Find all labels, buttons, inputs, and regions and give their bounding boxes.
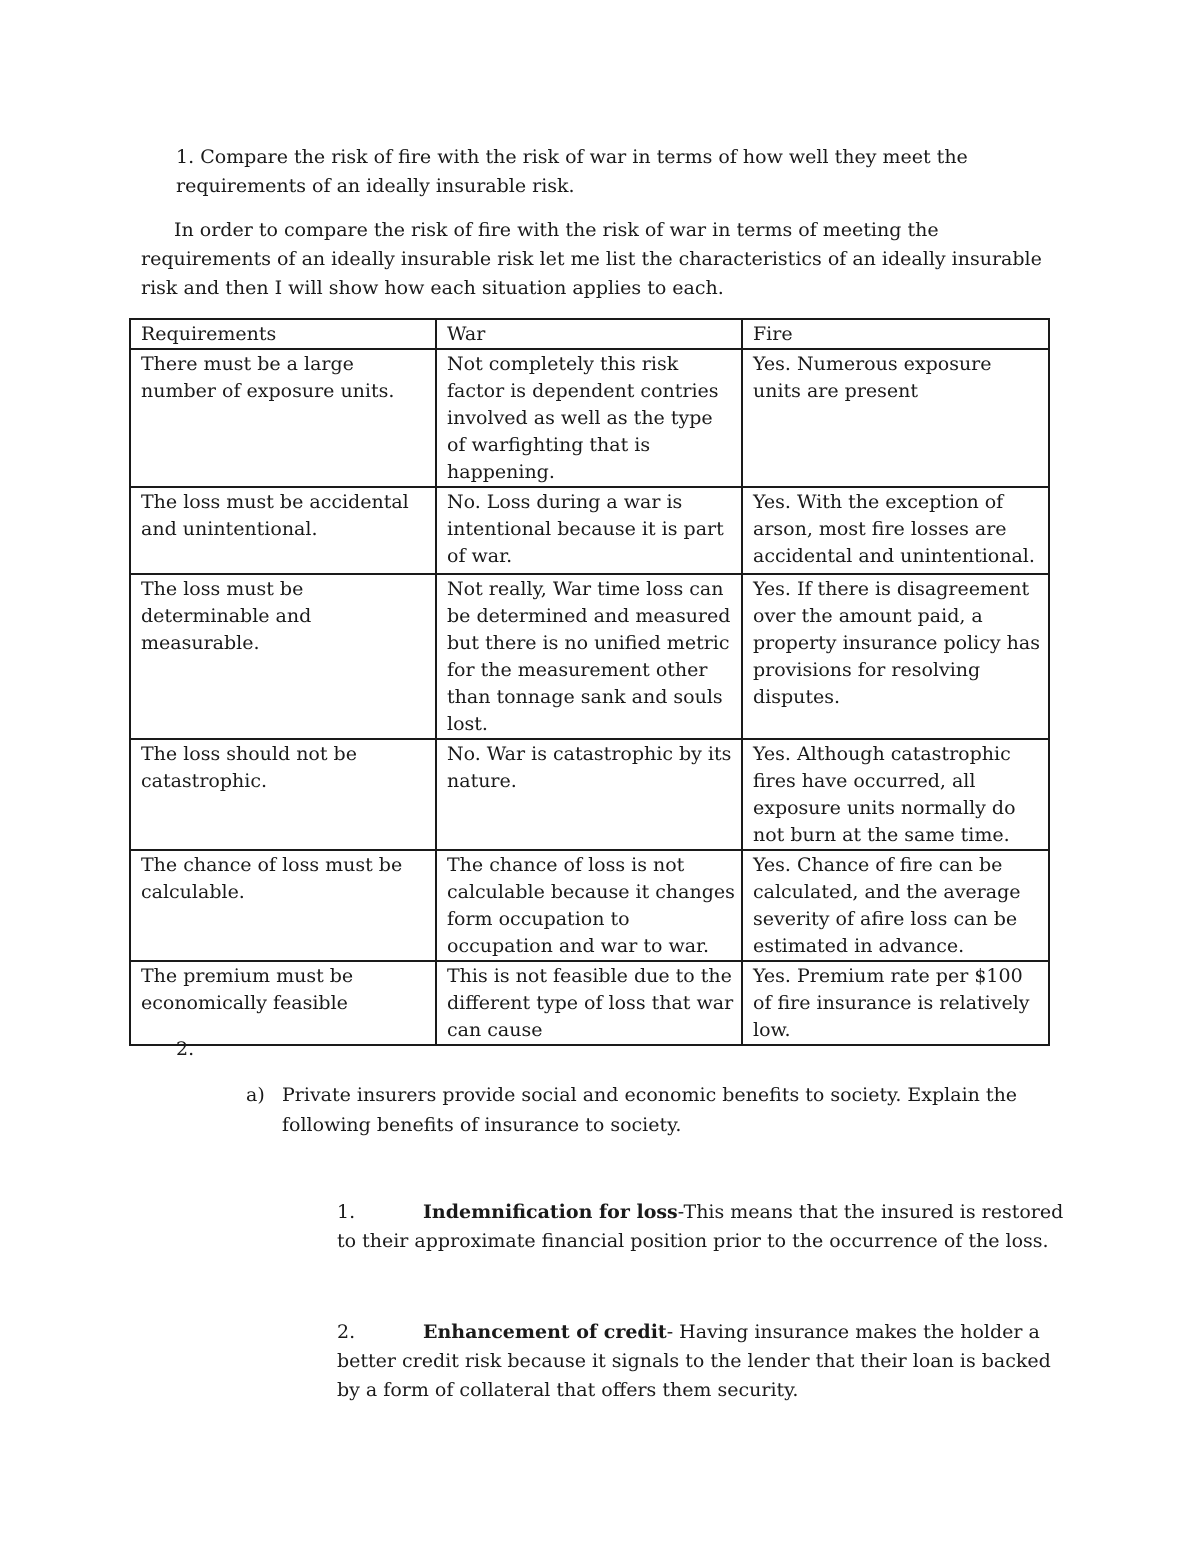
war-cell: The chance of loss is not calculable because it changes form occupation to occupation and war to war. — [436, 850, 742, 961]
requirement-cell: The premium must be economically feasible — [130, 961, 436, 1045]
table-row — [130, 850, 1049, 961]
question-2a-text: Private insurers provide social and economic benefits to society. Explain the following benefits of insurance to society. — [282, 1084, 1018, 1136]
benefit-separator: - — [666, 1321, 680, 1343]
question-2a-label: a) — [246, 1084, 265, 1106]
war-cell: Not really, War time loss can be determined and measured but there is no unified metric for the measurement other than tonnage sank and souls lost. — [436, 574, 742, 739]
war-cell: No. Loss during a war is intentional because it is part of war. — [436, 487, 742, 574]
table-row — [130, 574, 1049, 739]
fire-cell: Yes. Numerous exposure units are present — [742, 349, 1049, 487]
intro-paragraph: In order to compare the risk of fire with the risk of war in terms of meeting the requirements of an ideally insurable risk let me list the characteristics of an ideally insurable risk and then I will show how each situation applies to each. — [141, 219, 1042, 299]
fire-cell: Yes. Although catastrophic fires have occurred, all exposure units normally do not burn at the same time. — [742, 739, 1049, 850]
table-row — [130, 349, 1049, 487]
requirement-cell: The loss should not be catastrophic. — [130, 739, 436, 850]
question-2-number: 2. — [176, 1038, 195, 1060]
fire-cell: Yes. Chance of fire can be calculated, and the average severity of afire loss can be estimated in advance. — [742, 850, 1049, 961]
table-header-row — [130, 319, 1049, 349]
requirements-table — [129, 318, 1050, 1046]
question-2a — [246, 1080, 1026, 1140]
benefit-text: Having insurance makes the holder a better credit risk because it signals to the lender that their loan is backed by a form of collateral that offers them security. — [337, 1321, 1051, 1401]
benefit-title: Indemnification for loss — [423, 1201, 678, 1223]
benefit-item-credit — [337, 1318, 1067, 1405]
question-1 — [176, 143, 976, 201]
requirement-cell: There must be a large number of exposure units. — [130, 349, 436, 487]
benefit-item-indemnification — [337, 1198, 1067, 1256]
fire-cell: Yes. With the exception of arson, most fire losses are accidental and unintentional. — [742, 487, 1049, 574]
war-cell: This is not feasible due to the different type of loss that war can cause — [436, 961, 742, 1045]
table-row — [130, 487, 1049, 574]
table-row — [130, 961, 1049, 1045]
benefit-title: Enhancement of credit — [423, 1321, 667, 1343]
fire-cell: Yes. If there is disagreement over the amount paid, a property insurance policy has provisions for resolving disputes. — [742, 574, 1049, 739]
war-cell: No. War is catastrophic by its nature. — [436, 739, 742, 850]
benefit-text: This means that the insured is restored to their approximate financial position prior to the occurrence of the loss. — [337, 1201, 1064, 1252]
benefit-number: 1. — [337, 1201, 356, 1223]
question-1-text: Compare the risk of fire with the risk of war in terms of how well they meet the requirements of an ideally insurable risk. — [176, 146, 968, 197]
benefit-number: 2. — [337, 1321, 356, 1343]
table-row — [130, 739, 1049, 850]
header-requirements: Requirements — [130, 319, 436, 349]
war-cell: Not completely this risk factor is dependent contries involved as well as the type of warfighting that is happening. — [436, 349, 742, 487]
question-1-number: 1. — [176, 146, 195, 168]
requirement-cell: The loss must be determinable and measurable. — [130, 574, 436, 739]
requirement-cell: The chance of loss must be calculable. — [130, 850, 436, 961]
header-fire: Fire — [742, 319, 1049, 349]
fire-cell: Yes. Premium rate per $100 of fire insurance is relatively low. — [742, 961, 1049, 1045]
benefit-separator: - — [677, 1201, 684, 1223]
header-war: War — [436, 319, 742, 349]
requirement-cell: The loss must be accidental and unintentional. — [130, 487, 436, 574]
